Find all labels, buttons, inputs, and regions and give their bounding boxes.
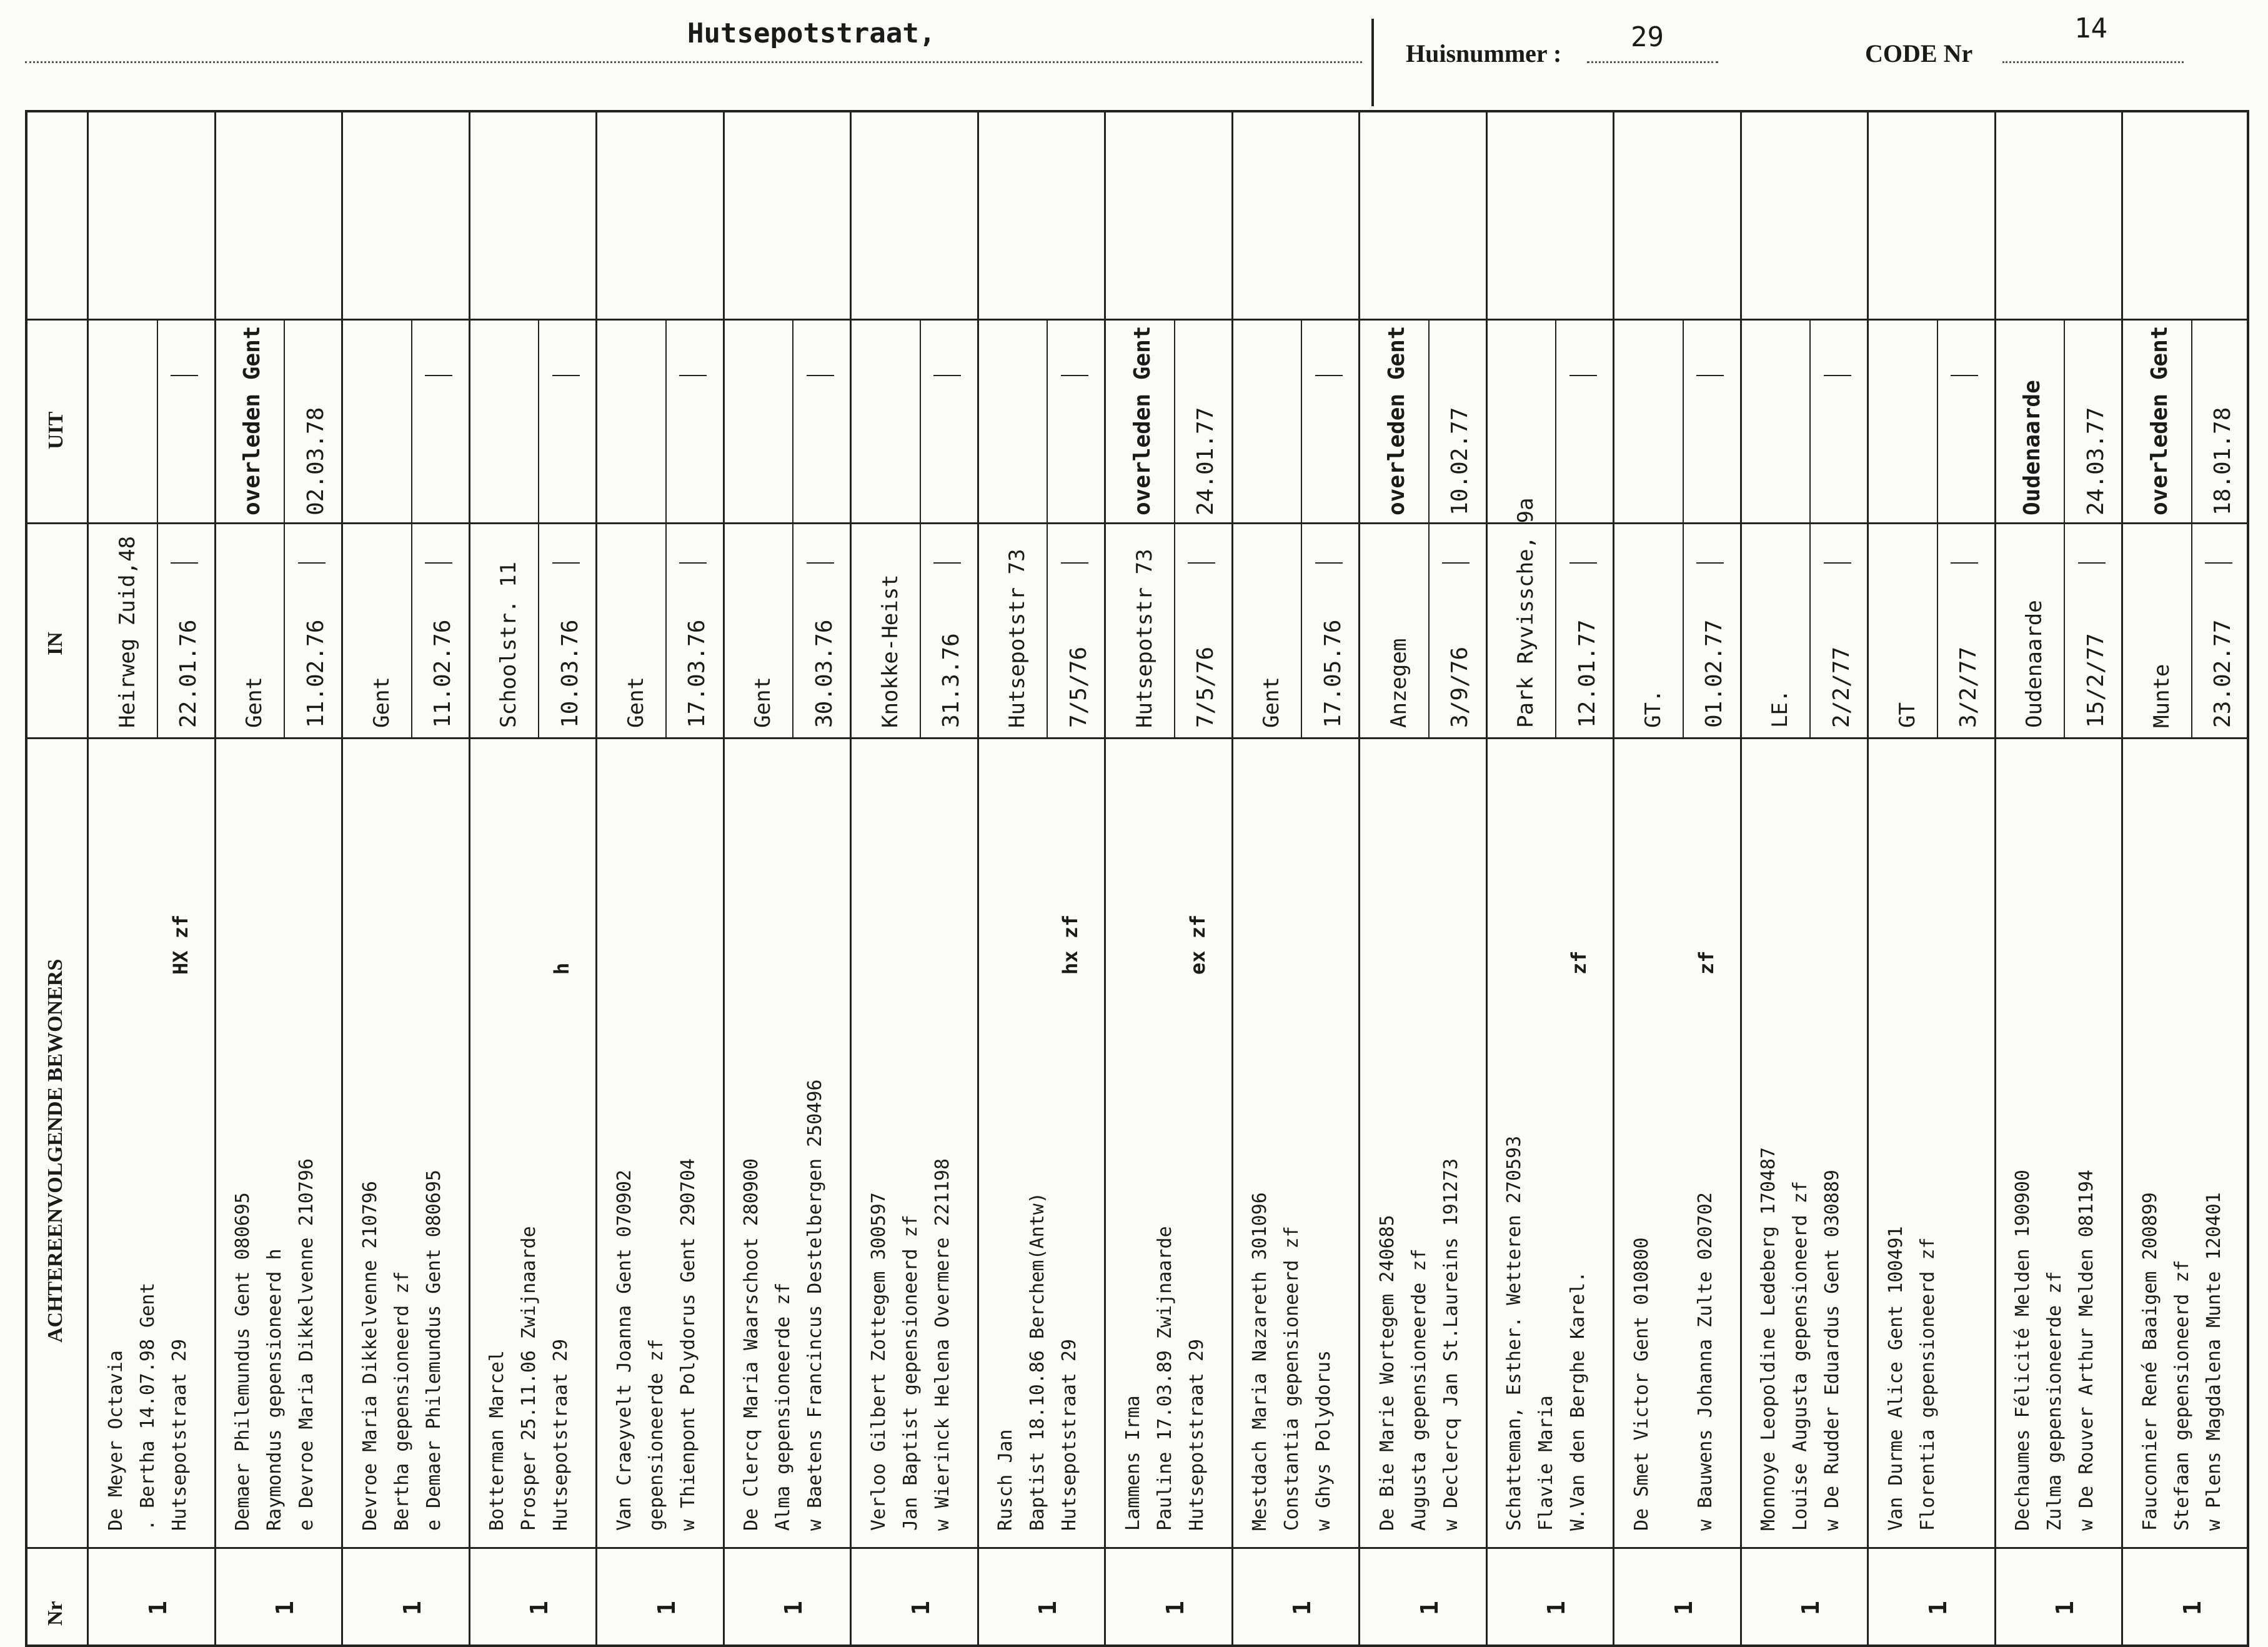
uit-date: 10.02.77 — [1447, 407, 1473, 515]
uit-date-divider — [284, 319, 285, 522]
uit-date-divider — [2191, 319, 2192, 522]
resident-line-1: Verloo Gilbert Zottegem 300597 — [867, 1192, 890, 1531]
uit-date-divider — [2064, 319, 2065, 522]
resident-line-2: Alma gepensioneerde zf — [772, 1282, 795, 1531]
record-column — [1358, 112, 1486, 1645]
uit-empty-dash — [425, 375, 452, 376]
record-number: 1 — [1161, 1601, 1189, 1615]
record-number: 1 — [1034, 1601, 1062, 1615]
resident-line-2: Constantia gepensioneerd zf — [1281, 1226, 1303, 1531]
uit-date: 24.03.77 — [2082, 407, 2109, 515]
in-dash — [1696, 562, 1724, 564]
resident-line-3: w Thienpont Polydorus Gent 290704 — [677, 1158, 699, 1531]
in-date-divider — [2064, 522, 2065, 737]
in-place: Oudenaarde — [2022, 600, 2047, 728]
code-dotted-line — [2002, 61, 2184, 63]
in-date-divider — [1301, 522, 1302, 737]
in-place: Gent — [242, 677, 267, 728]
resident-line-1: Van Durme Alice Gent 100491 — [1884, 1226, 1907, 1531]
in-place: Heirweg Zuid,48 — [114, 535, 140, 728]
resident-line-3: W.Van den Berghe Karel. — [1567, 1271, 1589, 1531]
record-column — [1994, 112, 2122, 1645]
uit-date-divider — [1555, 319, 1556, 522]
in-place: GT. — [1640, 689, 1666, 728]
uit-place: overleden Gent — [239, 326, 266, 515]
uit-empty-dash — [1951, 375, 1978, 376]
resident-line-3: Hutsepotstraat 29 — [1185, 1338, 1208, 1531]
uit-date: 24.01.77 — [1193, 407, 1219, 515]
bewoners-header: ACHTEREENVOLGENDE BEWONERS — [44, 958, 67, 1343]
huisnummer-value: 29 — [1631, 21, 1664, 53]
uit-empty-dash — [1824, 375, 1851, 376]
in-date-divider — [665, 522, 667, 737]
in-date-divider — [157, 522, 158, 737]
uit-date-divider — [1683, 319, 1684, 522]
in-place: Hutsepotstr 73 — [1005, 549, 1030, 728]
uit-date-divider — [1301, 319, 1302, 522]
record-divider — [1486, 112, 1488, 1645]
uit-empty-dash — [1696, 375, 1724, 376]
street-name: Hutsepotstraat, — [687, 17, 936, 49]
in-place: Anzegem — [1386, 638, 1411, 728]
resident-line-3: e Devroe Maria Dikkelvenne 210796 — [296, 1158, 318, 1531]
record-divider — [2121, 112, 2123, 1645]
in-place: Gent — [750, 677, 776, 728]
in-date-divider — [792, 522, 793, 737]
resident-line-2: Louise Augusta gepensioneerd zf — [1789, 1181, 1812, 1531]
uit-empty-dash — [552, 375, 580, 376]
in-date-divider — [284, 522, 285, 737]
in-place: Park Ryvissche, 9a — [1513, 497, 1539, 728]
in-date: 11.02.76 — [430, 619, 456, 728]
in-dash — [171, 562, 198, 564]
resident-line-1: Botterman Marcel — [486, 1350, 509, 1531]
record-divider — [1740, 112, 1742, 1645]
sex-marker: ex zf — [1185, 914, 1210, 975]
in-place: Gent — [623, 677, 649, 728]
code-value: 14 — [2074, 12, 2107, 44]
in-date: 3/2/77 — [1956, 646, 1982, 728]
in-dash — [298, 562, 326, 564]
resident-line-2: . Bertha 14.07.98 Gent — [136, 1282, 159, 1531]
resident-line-3: w Baetens Francincus Destelbergen 250496 — [804, 1079, 827, 1531]
code-label: CODE Nr — [1865, 39, 1973, 67]
record-divider — [341, 112, 343, 1645]
uit-date-divider — [1809, 319, 1811, 522]
in-dash — [2205, 562, 2232, 564]
record-column — [595, 112, 723, 1645]
in-date: 17.05.76 — [1320, 619, 1346, 728]
in-date-divider — [1174, 522, 1175, 737]
resident-line-1: De Clercq Maria Waarschoot 280900 — [740, 1158, 763, 1531]
resident-line-1: Rusch Jan — [995, 1429, 1017, 1531]
in-dash — [807, 562, 834, 564]
record-column — [850, 112, 977, 1645]
in-place: Hutsepotstr 73 — [1132, 549, 1157, 728]
record-divider — [595, 112, 597, 1645]
sex-marker: h — [550, 962, 574, 975]
in-dash — [1061, 562, 1088, 564]
uit-header: UIT — [44, 411, 67, 449]
record-column — [469, 112, 596, 1645]
record-number: 1 — [1288, 1601, 1316, 1615]
in-date: 10.03.76 — [557, 619, 583, 728]
in-date: 30.03.76 — [811, 619, 837, 728]
in-place: Munte — [2149, 664, 2174, 728]
uit-empty-dash — [1569, 375, 1597, 376]
resident-line-2: Baptist 18.10.86 Berchem(Antw) — [1027, 1192, 1049, 1531]
in-date: 2/2/77 — [1828, 646, 1854, 728]
in-date-divider — [1937, 522, 1938, 737]
huisnummer-label: Huisnummer : — [1406, 39, 1562, 67]
record-number: 1 — [2051, 1601, 2079, 1615]
resident-line-1: Dechaumes Félicité Melden 190900 — [2012, 1170, 2034, 1531]
sex-marker: HX zf — [168, 914, 192, 975]
resident-line-3: Hutsepotstraat 29 — [550, 1338, 572, 1531]
resident-line-3: Hutsepotstraat 29 — [168, 1338, 191, 1531]
resident-line-2: Stefaan gepensioneerd zf — [2171, 1260, 2193, 1531]
header-divider — [1371, 19, 1374, 106]
record-column — [977, 112, 1105, 1645]
in-dash — [1442, 562, 1470, 564]
in-date: 7/5/76 — [1193, 646, 1219, 728]
in-date-divider — [1428, 522, 1430, 737]
record-column — [1104, 112, 1231, 1645]
resident-line-1: De Smet Victor Gent 010800 — [1630, 1237, 1653, 1531]
in-dash — [1951, 562, 1978, 564]
record-number: 1 — [652, 1601, 680, 1615]
in-dash — [1315, 562, 1343, 564]
in-date-divider — [1555, 522, 1556, 737]
in-place: Gent — [1259, 677, 1285, 728]
resident-line-1: De Bie Marie Wortegem 240685 — [1376, 1215, 1398, 1531]
resident-line-2: Zulma gepensioneerde zf — [2044, 1271, 2066, 1531]
record-divider — [214, 112, 216, 1645]
sex-marker: hx zf — [1058, 914, 1083, 975]
record-divider — [1867, 112, 1869, 1645]
resident-line-1: Schatteman, Esther. Wetteren 270593 — [1503, 1135, 1526, 1531]
record-divider — [1358, 112, 1360, 1645]
in-dash — [1188, 562, 1215, 564]
in-dash — [679, 562, 707, 564]
record-column — [1486, 112, 1613, 1645]
uit-empty-dash — [1315, 375, 1343, 376]
uit-date: 02.03.78 — [302, 407, 329, 515]
record-column — [1613, 112, 1740, 1645]
in-dash — [425, 562, 452, 564]
in-place: Schoolstr. 11 — [496, 561, 522, 728]
record-divider — [850, 112, 852, 1645]
record-divider — [977, 112, 979, 1645]
record-number: 1 — [1415, 1601, 1443, 1615]
uit-date-divider — [411, 319, 412, 522]
uit-empty-dash — [679, 375, 707, 376]
record-divider — [1613, 112, 1614, 1645]
in-place: Knokke-Heist — [877, 574, 903, 728]
resident-line-3: e Demaer Philemundus Gent 080695 — [422, 1170, 445, 1531]
in-date: 15/2/77 — [2082, 633, 2109, 728]
resident-line-3: w Wierinck Helena Overmere 221198 — [931, 1158, 953, 1531]
resident-line-2: Flavie Maria — [1535, 1395, 1558, 1531]
record-divider — [723, 112, 725, 1645]
record-column — [214, 112, 342, 1645]
record-number: 1 — [907, 1601, 935, 1615]
in-date: 01.02.77 — [1701, 619, 1728, 728]
uit-empty-dash — [1061, 375, 1088, 376]
record-number: 1 — [1924, 1601, 1952, 1615]
in-dash — [552, 562, 580, 564]
huisnummer-dotted-line — [1587, 61, 1718, 63]
in-header: IN — [44, 632, 67, 655]
uit-date-divider — [1047, 319, 1048, 522]
in-date-divider — [411, 522, 412, 737]
in-date: 31.3.76 — [938, 633, 965, 728]
in-dash — [1569, 562, 1597, 564]
resident-line-1: Lammens Irma — [1122, 1395, 1144, 1531]
resident-line-1: Devroe Maria Dikkelvenne 210796 — [359, 1181, 381, 1531]
record-number: 1 — [525, 1601, 554, 1615]
resident-line-2: Pauline 17.03.89 Zwijnaarde — [1153, 1226, 1176, 1531]
record-column — [1740, 112, 1868, 1645]
in-date: 3/9/76 — [1447, 646, 1473, 728]
in-date: 17.03.76 — [684, 619, 710, 728]
nr-header: Nr — [44, 1601, 67, 1626]
record-number: 1 — [1669, 1601, 1698, 1615]
sex-marker: zf — [1694, 950, 1718, 975]
in-date: 7/5/76 — [1065, 646, 1092, 728]
in-date-divider — [538, 522, 539, 737]
in-dash — [1824, 562, 1851, 564]
record-column — [87, 112, 214, 1645]
record-number: 1 — [1543, 1601, 1571, 1615]
uit-place: overleden Gent — [2146, 326, 2172, 515]
uit-date-divider — [1937, 319, 1938, 522]
in-date-divider — [1683, 522, 1684, 737]
record-number: 1 — [271, 1601, 299, 1615]
street-dotted-line — [25, 61, 1362, 63]
resident-line-2: Prosper 25.11.06 Zwijnaarde — [518, 1226, 540, 1531]
resident-line-3: w De Rudder Eduardus Gent 030889 — [1821, 1170, 1844, 1531]
uit-empty-dash — [171, 375, 198, 376]
record-column — [341, 112, 469, 1645]
record-number: 1 — [2178, 1601, 2206, 1615]
record-divider — [1231, 112, 1233, 1645]
resident-line-1: Fauconnier René Baaigem 200899 — [2139, 1192, 2161, 1531]
resident-line-1: Mestdach Maria Nazareth 301096 — [1249, 1192, 1271, 1531]
record-divider — [1104, 112, 1106, 1645]
in-date: 11.02.76 — [302, 619, 329, 728]
in-date-divider — [1047, 522, 1048, 737]
resident-line-3: w Ghys Polydorus — [1313, 1350, 1335, 1531]
in-date: 22.01.76 — [176, 619, 202, 728]
uit-date-divider — [1174, 319, 1175, 522]
record-column — [723, 112, 850, 1645]
uit-date-divider — [1428, 319, 1430, 522]
uit-date-divider — [665, 319, 667, 522]
resident-line-2: gepensioneerde zf — [645, 1338, 667, 1531]
uit-date-divider — [538, 319, 539, 522]
resident-line-2: Bertha gepensioneerd zf — [390, 1271, 413, 1531]
record-column — [2121, 112, 2249, 1645]
uit-date-divider — [157, 319, 158, 522]
resident-line-2: Jan Baptist gepensioneerd zf — [899, 1215, 922, 1531]
resident-line-2: Raymondus gepensioneerd h — [264, 1248, 286, 1531]
resident-line-3: w De Rouver Arthur Melden 081194 — [2076, 1170, 2098, 1531]
in-dash — [2078, 562, 2106, 564]
record-number: 1 — [398, 1601, 426, 1615]
in-place: LE. — [1768, 689, 1793, 728]
uit-date-divider — [920, 319, 921, 522]
in-date: 12.01.77 — [1574, 619, 1600, 728]
record-column — [1231, 112, 1359, 1645]
in-date-divider — [2191, 522, 2192, 737]
uit-date-divider — [792, 319, 793, 522]
resident-line-1: Van Craeyvelt Joanna Gent 070902 — [613, 1170, 635, 1531]
resident-line-2: Florentia gepensioneerd zf — [1916, 1237, 1939, 1531]
resident-line-3: w Plens Magdalena Munte 120401 — [2202, 1192, 2225, 1531]
register-table — [25, 110, 2249, 1647]
uit-place: Oudenaarde — [2019, 380, 2046, 515]
uit-date: 18.01.78 — [2210, 407, 2236, 515]
record-number: 1 — [1797, 1601, 1825, 1615]
in-place: Gent — [369, 677, 394, 728]
uit-empty-dash — [807, 375, 834, 376]
resident-line-3: w Declercq Jan St.Laureins 191273 — [1440, 1158, 1462, 1531]
resident-line-1: Demaer Philemundus Gent 080695 — [232, 1192, 254, 1531]
uit-place: overleden Gent — [1383, 326, 1410, 515]
record-divider — [1994, 112, 1996, 1645]
sex-marker: zf — [1567, 950, 1591, 975]
resident-line-3: Hutsepotstraat 29 — [1058, 1338, 1081, 1531]
record-number: 1 — [144, 1601, 172, 1615]
in-date-divider — [1809, 522, 1811, 737]
resident-line-2: Augusta gepensioneerde zf — [1408, 1248, 1430, 1531]
in-place: GT — [1894, 702, 1920, 728]
in-date: 23.02.77 — [2210, 619, 2236, 728]
resident-line-3: w Bauwens Johanna Zulte 020702 — [1694, 1192, 1716, 1531]
in-dash — [933, 562, 961, 564]
resident-line-1: Monnoye Leopoldine Ledeberg 170487 — [1758, 1147, 1780, 1531]
in-date-divider — [920, 522, 921, 737]
resident-line-1: De Meyer Octavia — [104, 1350, 127, 1531]
record-column — [1867, 112, 1994, 1645]
record-divider — [469, 112, 470, 1645]
uit-place: overleden Gent — [1129, 326, 1155, 515]
uit-empty-dash — [933, 375, 961, 376]
record-number: 1 — [780, 1601, 808, 1615]
